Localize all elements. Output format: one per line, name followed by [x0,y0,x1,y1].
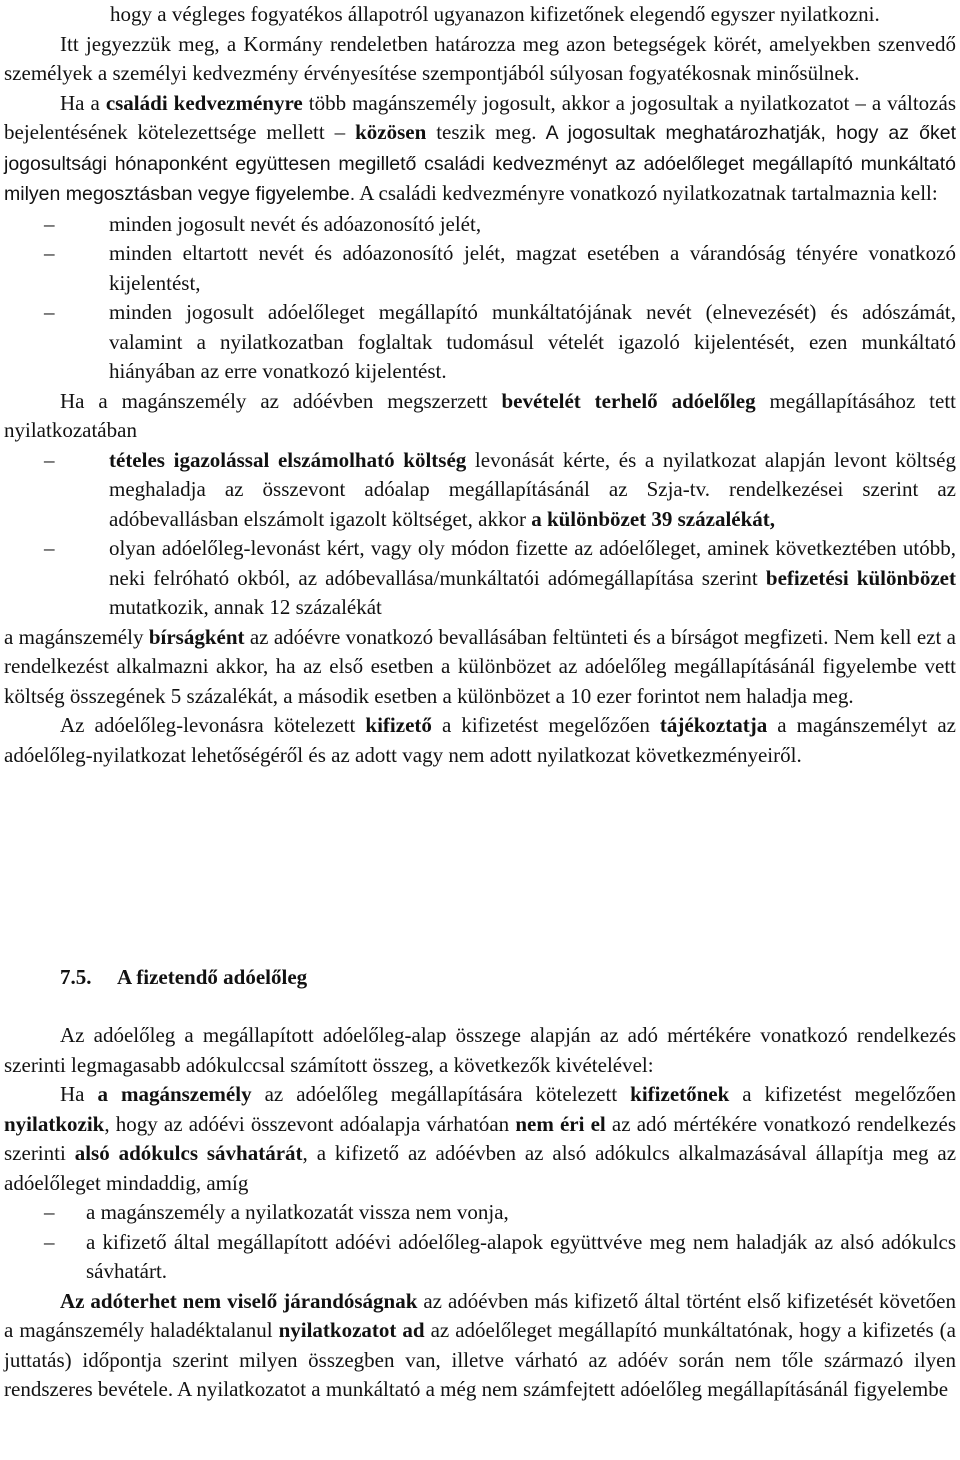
paragraph-continuation [4,0,956,30]
bold-text: bevételét terhelő adóelőleg [501,388,756,413]
bold-text: közösen [355,120,427,144]
dash-bullet: – [44,536,55,560]
section-number: 7.5. [60,965,92,989]
bold-text: kifizetőnek [630,1082,730,1106]
text: mutatkozik, annak 12 százalékát [109,595,382,619]
paragraph-non-taxable-income [4,1287,956,1405]
dash-bullet: – [44,1200,55,1224]
text: az adó mértékére vonatkozó rendelkezés szerinti [4,1111,957,1165]
bold-text: nyilatkozik [4,1111,105,1136]
text: megállapításához tett nyilatkozatában [4,388,957,442]
text: minden jogosult adóelőleget megállapító munkáltatójának nevét (elnevezését) és adószámát, valamint a nyilatkozatban foglaltak tudomásul vételét igazoló kijelentését, ezen munkáltató hiányában az erre vonatkozó kijelentést. [109,300,956,383]
list-item [4,1198,956,1228]
text: Itt jegyezzük meg, a Kormány rendeletben határozza meg azon betegségek körét, amelyekben szenvedő személyek a személyi kedvezmény érvényesítése szempontjából súlyosan fogyatékosnak minősülnek. [4,31,956,85]
document-lower-text [4,1021,956,1405]
bold-text: kifizető [365,713,432,737]
paragraph-lower-rate-statement [4,1080,956,1198]
text: Ha [60,1082,98,1106]
document-upper-text [4,0,956,770]
list-item [4,446,956,535]
text: , hogy az adóévi összevont adóalapja várhatóan [104,1111,516,1136]
text: a magánszemélyt az adóelőleg-nyilatkozat lehetőségéről és az adott vagy nem adott nyilatkozat következményeiről. [4,713,956,767]
dash-bullet: – [44,300,55,324]
list-item [4,1228,956,1287]
bold-text: bírságként [148,624,245,649]
text: Az adóelőleg-levonásra kötelezett [60,713,366,737]
bold-text: nyilatkozatot ad [278,1318,425,1342]
paragraph-disease-note [4,30,956,89]
text: az adóévben más kifizető által történt első kifizetését követően a magánszemély haladéktalanul [4,1288,957,1342]
text: több magánszemély jogosult, akkor a jogosultak a nyilatkozatot – a változás bejelentésének kötelezettsége mellett – [4,90,956,144]
bold-text: tételes igazolással elszámolható költség [109,447,467,472]
text: hogy a végleges fogyatékos állapotról ugyanazon kifizetőnek elegendő egyszer nyilatkozni. [110,2,880,26]
text-sans: A jogosultak meghatározhatják, hogy az őket jogosultsági hónaponként együttesen megillető családi kedvezményt az adóelőleget megállapító munkáltató milyen megosztásban vegye figyelembe. [4,122,956,205]
bold-text: befizetési különbözet [765,565,956,590]
paragraph-penalty [4,623,956,712]
text: a kifizetést megelőzően [729,1082,956,1106]
dash-bullet: – [44,1229,55,1254]
text: , a kifizető az adóévben az alsó adókulcs alkalmazásával állapítja meg az adóelőleget mindaddig, amíg [4,1141,957,1195]
text: Ha a [60,90,106,115]
text: a magánszemély a nyilatkozatát vissza nem vonja, [86,1200,509,1224]
text: Ha a magánszemély az adóévben megszerzett [60,388,502,413]
section-title: A fizetendő adóelőleg [117,965,308,989]
list-item [4,210,956,240]
text: minden jogosult nevét és adóazonosító jelét, [109,211,482,236]
text: a kifizetést megelőzően [431,713,660,737]
text: A családi kedvezményre vonatkozó nyilatkozatnak tartalmaznia kell: [355,181,938,205]
paragraph-family-allowance [4,89,956,210]
bold-text: a magánszemély [97,1082,252,1106]
paragraph-advance-tax-statement [4,387,956,446]
text: az adóévre vonatkozó bevallásában feltünteti és a bírságot megfizeti. Nem kell ezt a rendelkezést alkalmazni akkor, ha az első esetben a különbözet az adóelőleg megállapításánál figyelembe vett költség összegének 5 százalékát, a második esetben a különbözet a 10 ezer forintot nem haladja meg. [4,624,956,708]
dash-bullet: – [44,447,55,472]
bold-text: nem éri el [515,1111,606,1136]
text: teszik meg. [426,120,537,144]
bold-text: tájékoztatja [659,713,768,737]
text: a magánszemély [4,624,149,649]
text: az adóelőleget megállapító munkáltatónak, hogy a kifizetés (a juttatás) időpontja szerint milyen összegben van, illetve várható az adóév során nem tőle származó ilyen rendszeres bevétele. A nyilatkozatot a munkáltató a még nem számfejtett adóelőleg megállapításánál figyelembe [4,1318,956,1401]
text: olyan adóelőleg-levonást kért, vagy oly módon fizette az adóelőleget, aminek következtében utóbb, neki felróható okból, az adóbevallása/munkáltatói adómegállapítása szerint [109,536,956,590]
dash-bullet: – [44,241,55,265]
bold-text: családi kedvezményre [105,90,303,115]
paragraph-advance-definition [4,1021,956,1080]
section-heading [60,963,307,993]
text: az adóelőleg megállapítására kötelezett [251,1082,631,1106]
text: levonását kérte, és a nyilatkozat alapján levont költség meghaladja az összevont adóalap megállapításánál az Szja-tv. rendelkezései szerint az adóbevallásban elszámolt igazolt költséget, akkor [109,447,956,531]
dash-bullet: – [44,211,55,236]
list-item [4,534,956,623]
text: minden eltartott nevét és adóazonosító jelét, magzat esetében a várandóság tényére vonatkozó kijelentést, [109,241,956,295]
bold-text: Az adóterhet nem viselő járandóságnak [60,1288,418,1313]
list-item [4,239,956,298]
text: a kifizető által megállapított adóévi adóelőleg-alapok együttvéve meg nem haladják az alsó adókulcs sávhatárt. [86,1229,956,1283]
bold-text: alsó adókulcs sávhatárát [74,1141,303,1165]
text: Az adóelőleg a megállapított adóelőleg-alap összege alapján az adó mértékére vonatkozó rendelkezés szerinti legmagasabb adókulccsal számított összeg, a következők kivételével: [4,1023,956,1077]
bold-text: a különbözet 39 százalékát, [531,506,776,531]
list-item [4,298,956,387]
paragraph-payer-information [4,711,956,770]
